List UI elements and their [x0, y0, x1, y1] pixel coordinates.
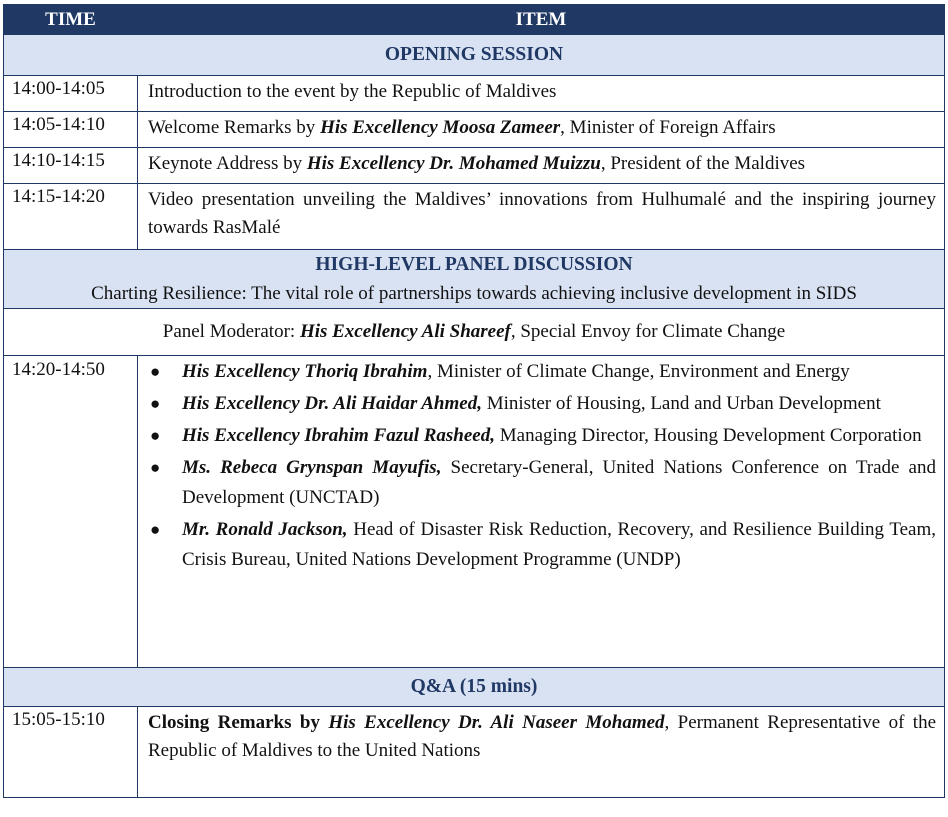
- item-prefix: Welcome Remarks by: [148, 117, 321, 138]
- agenda-table: [3, 4, 945, 798]
- speaker-name: Mr. Ronald Jackson,: [182, 519, 348, 540]
- qa-title: Q&A (15 mins): [410, 676, 538, 697]
- moderator-row: [4, 309, 945, 356]
- panel-subtitle: Charting Resilience: The vital role of partnerships towards achieving inclusive development in SIDS: [91, 283, 857, 304]
- item-column-header: ITEM: [138, 5, 945, 35]
- item-cell: Video presentation unveiling the Maldives’ innovations from Hulhumalé and the inspiring journey towards RasMalé: [138, 184, 945, 250]
- speaker-list-item: [148, 421, 936, 451]
- panel-band: [4, 250, 945, 309]
- speaker-role: Minister of Housing, Land and Urban Development: [481, 393, 881, 414]
- bullet-icon: ●: [150, 394, 161, 413]
- speaker-name: His Excellency Dr. Mohamed Muizzu: [306, 153, 601, 174]
- header-row: [4, 5, 945, 35]
- item-prefix: Closing Remarks by: [148, 712, 329, 733]
- bullet-icon: ●: [150, 520, 161, 539]
- moderator-role: , Special Envoy for Climate Change: [510, 321, 786, 342]
- speaker-name: Ms. Rebeca Grynspan Mayufis,: [182, 457, 442, 478]
- panel-title: HIGH-LEVEL PANEL DISCUSSION: [315, 254, 633, 275]
- moderator-name: His Excellency Ali Shareef: [299, 321, 511, 342]
- agenda-row: [4, 76, 945, 112]
- speaker-role: Secretary-General, United Nations Conference on Trade and Development (UNCTAD): [182, 457, 936, 508]
- speaker-name: His Excellency Ibrahim Fazul Rasheed,: [182, 425, 495, 446]
- speaker-name: His Excellency Dr. Ali Haidar Ahmed,: [182, 393, 482, 414]
- time-cell: 15:05-15:10: [4, 707, 138, 798]
- time-cell: 14:00-14:05: [4, 76, 138, 112]
- bullet-icon: ●: [150, 362, 161, 381]
- bullet-icon: ●: [150, 458, 161, 477]
- speaker-role: , President of the Maldives: [600, 153, 806, 174]
- qa-band: [4, 668, 945, 707]
- speaker-list-item: [148, 357, 936, 387]
- time-column-header: TIME: [4, 5, 138, 35]
- speaker-list-item: [148, 515, 936, 575]
- moderator-label: Panel Moderator:: [162, 321, 300, 342]
- speaker-role: , Permanent Representative of the Republic of Maldives to the United Nations: [148, 712, 937, 761]
- agenda-row: [4, 112, 945, 148]
- item-cell: [138, 707, 945, 798]
- speaker-role: Head of Disaster Risk Reduction, Recovery, and Resilience Building Team, Crisis Bureau, United Nations Development Programme (UNDP): [182, 519, 936, 570]
- speaker-role: Managing Director, Housing Development Corporation: [495, 425, 922, 446]
- item-prefix: Keynote Address by: [148, 153, 307, 174]
- speakers-cell: [138, 356, 945, 668]
- opening-session-band: [4, 35, 945, 76]
- moderator-cell: [4, 309, 945, 356]
- speaker-list-item: [148, 453, 936, 513]
- speaker-list-item: [148, 389, 936, 419]
- speaker-name: His Excellency Dr. Ali Naseer Mohamed: [328, 712, 665, 733]
- time-cell: 14:20-14:50: [4, 356, 138, 668]
- time-cell: 14:15-14:20: [4, 184, 138, 250]
- item-cell: Introduction to the event by the Republic of Maldives: [138, 76, 945, 112]
- speaker-name: His Excellency Moosa Zameer: [320, 117, 561, 138]
- time-cell: 14:05-14:10: [4, 112, 138, 148]
- closing-row: [4, 707, 945, 798]
- speaker-role: , Minister of Foreign Affairs: [560, 117, 776, 138]
- bullet-icon: ●: [150, 426, 161, 445]
- time-cell: 14:10-14:15: [4, 148, 138, 184]
- item-cell: [138, 148, 945, 184]
- speaker-role: , Minister of Climate Change, Environment and Energy: [427, 361, 850, 382]
- opening-session-title: OPENING SESSION: [384, 44, 564, 65]
- panel-speakers-row: [4, 356, 945, 668]
- speaker-list: [148, 357, 936, 575]
- item-cell: [138, 112, 945, 148]
- agenda-row: [4, 184, 945, 250]
- speaker-name: His Excellency Thoriq Ibrahim: [182, 361, 428, 382]
- agenda-row: [4, 148, 945, 184]
